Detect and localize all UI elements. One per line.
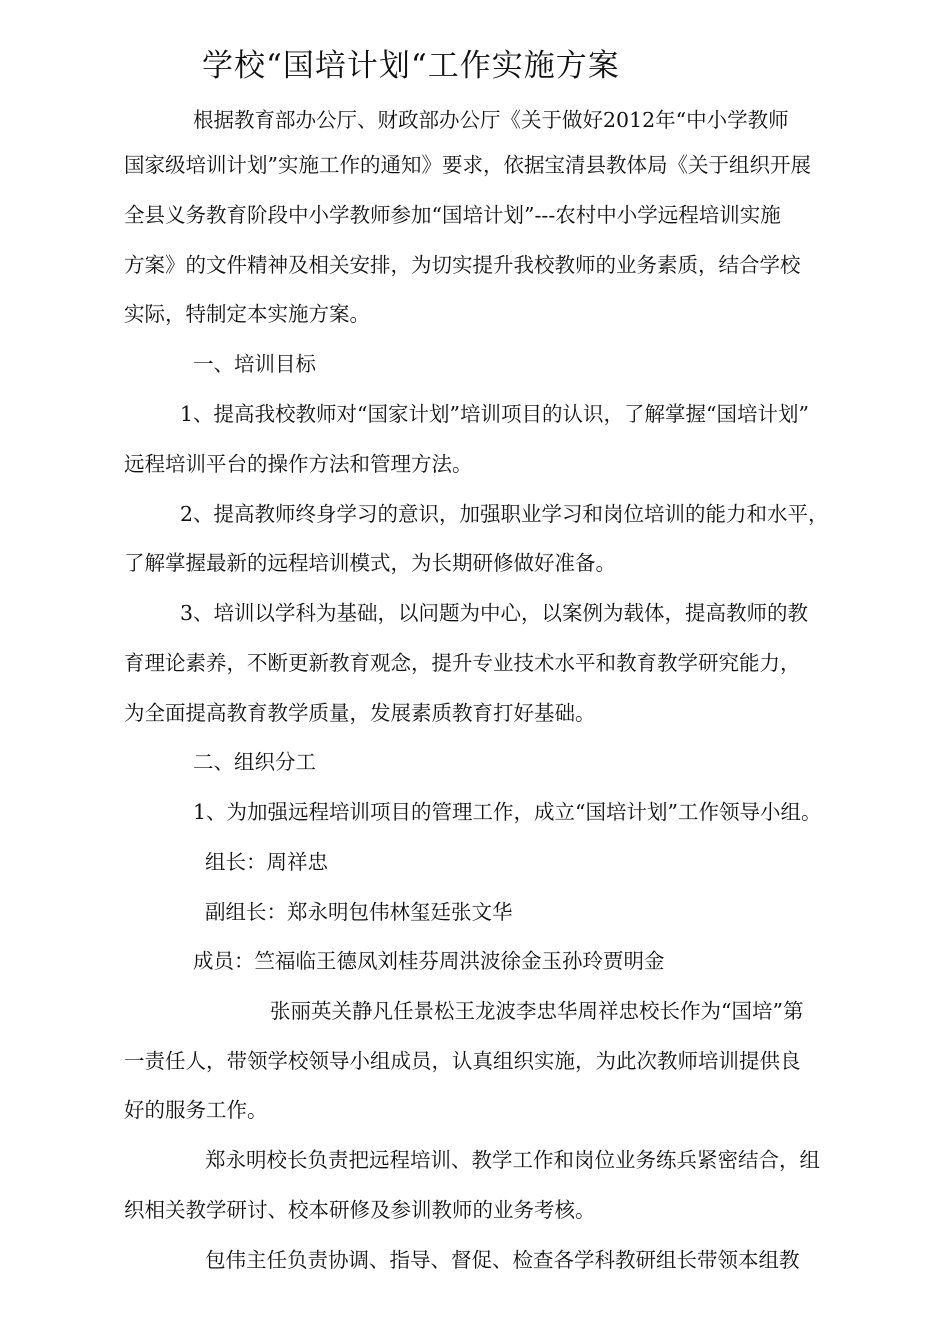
- paragraph-line: 方案》的文件精神及相关安排，为切实提升我校教师的业务素质，结合学校: [124, 253, 801, 277]
- section-heading: 二、组织分工: [193, 750, 316, 774]
- paragraph-line: 远程培训平台的操作方法和管理方法。: [124, 452, 473, 476]
- paragraph-line: 一责任人，带领学校领导小组成员，认真组织实施，为此次教师培训提供良: [124, 1049, 801, 1073]
- paragraph-line: 成员：竺福临王德凤刘桂芬周洪波徐金玉孙玲贾明金: [193, 949, 665, 973]
- document-title: 学校“国培计划“工作实施方案: [202, 48, 620, 84]
- section-heading: 一、培训目标: [193, 352, 316, 376]
- paragraph-line: 根据教育部办公厅、财政部办公厅《关于做好2012年“中小学教师: [193, 108, 789, 132]
- paragraph-line: 2、提高教师终身学习的意识，加强职业学习和岗位培训的能力和水平，: [180, 502, 829, 526]
- paragraph-line: 国家级培训计划”实施工作的通知》要求，依据宝清县教体局《关于组织开展: [124, 153, 811, 177]
- paragraph-line: 全县义务教育阶段中小学教师参加“国培计划”---农村中小学远程培训实施: [124, 203, 781, 227]
- paragraph-line: 3、培训以学科为基础，以问题为中心，以案例为载体，提高教师的教: [180, 601, 809, 625]
- paragraph-line: 包伟主任负责协调、指导、督促、检查各学科教研组长带领本组教: [205, 1248, 800, 1272]
- paragraph-line: 了解掌握最新的远程培训模式，为长期研修做好准备。: [124, 551, 616, 575]
- paragraph-line: 织相关教学研讨、校本研修及参训教师的业务考核。: [124, 1198, 596, 1222]
- paragraph-line: 育理论素养，不断更新教育观念，提升专业技术水平和教育教学研究能力，: [124, 651, 801, 675]
- paragraph-line: 1、提高我校教师对“国家计划”培训项目的认识，了解掌握“国培计划”: [180, 402, 809, 426]
- paragraph-line: 组长：周祥忠: [205, 850, 328, 874]
- paragraph-line: 1、为加强远程培训项目的管理工作，成立“国培计划”工作领导小组。: [193, 800, 822, 824]
- paragraph-line: 为全面提高教育教学质量，发展素质教育打好基础。: [124, 701, 596, 725]
- paragraph-line: 实际，特制定本实施方案。: [124, 302, 370, 326]
- paragraph-line: 郑永明校长负责把远程培训、教学工作和岗位业务练兵紧密结合，组: [205, 1148, 820, 1172]
- paragraph-line: 好的服务工作。: [124, 1098, 268, 1122]
- paragraph-line: 张丽英关静凡任景松王龙波李忠华周祥忠校长作为“国培”第: [270, 999, 804, 1023]
- paragraph-line: 副组长：郑永明包伟林玺廷张文华: [205, 900, 513, 924]
